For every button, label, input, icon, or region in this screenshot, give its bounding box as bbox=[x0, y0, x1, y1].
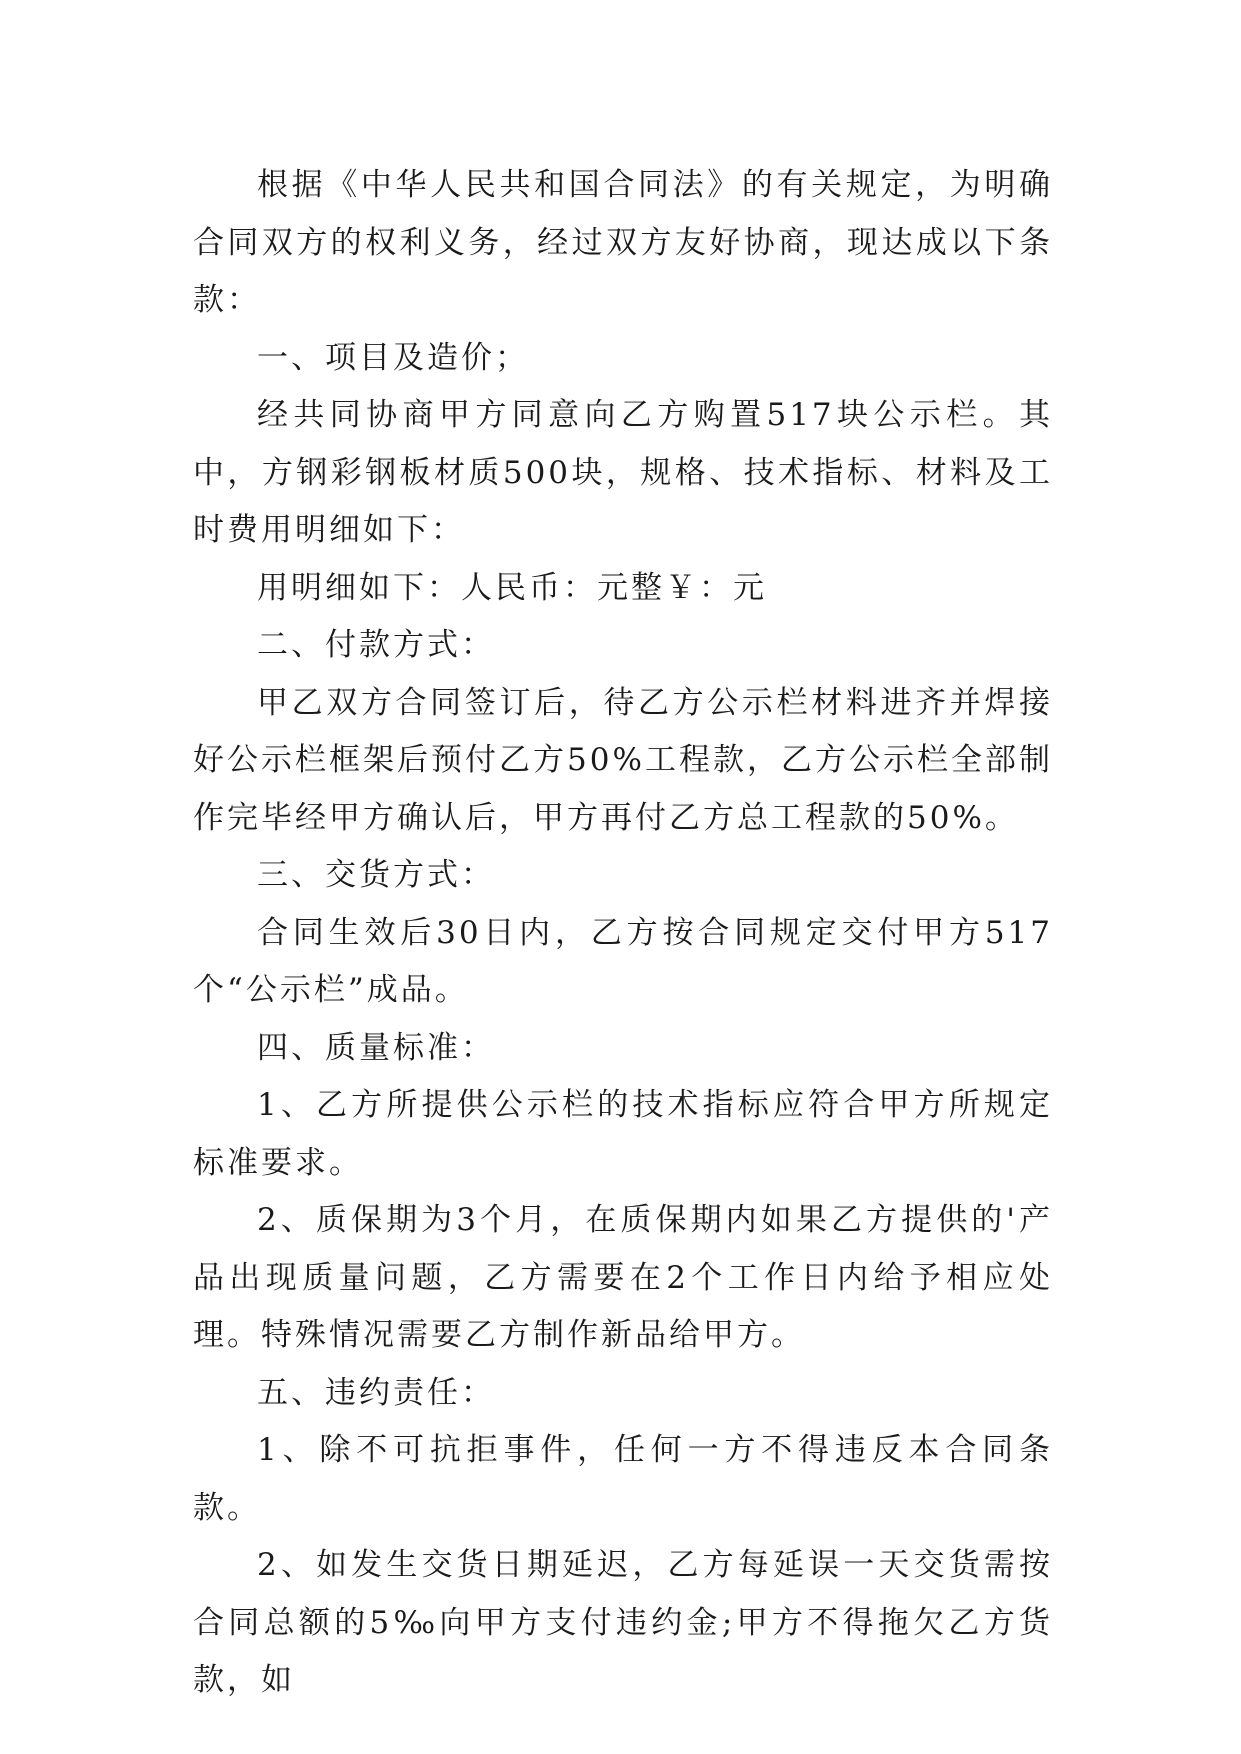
section-heading-liability: 五、违约责任： bbox=[257, 1374, 495, 1411]
paragraph-payment: 甲乙双方合同签订后，待乙方公示栏材料进齐并焊接好公示栏框架后预付乙方50%工程款，乙方公示栏全部制作完毕经甲方确认后，甲方再付乙方总工程款的50%。 bbox=[193, 684, 1053, 836]
section-heading-payment: 二、付款方式： bbox=[257, 627, 495, 663]
paragraph-liability-1: 1、除不可抗拒事件，任何一方不得违反本合同条款。 bbox=[193, 1432, 1053, 1526]
paragraph-delivery: 合同生效后30日内，乙方按合同规定交付甲方517个“公示栏”成品。 bbox=[193, 914, 1053, 1008]
paragraph-price-detail: 用明细如下：人民币：元整￥：元 bbox=[257, 569, 767, 606]
section-heading-quality: 四、质量标准： bbox=[257, 1029, 495, 1066]
document-body bbox=[193, 157, 1053, 1710]
paragraph-quality-2: 2、质保期为3个月，在质保期内如果乙方提供的'产品出现质量问题，乙方需要在2个工作日内给予相应处理。特殊情况需要乙方制作新品给甲方。 bbox=[193, 1202, 1053, 1353]
paragraph-liability-2: 2、如发生交货日期延迟，乙方每延误一天交货需按合同总额的5‰向甲方支付违约金;甲方不得拖欠乙方货款，如 bbox=[193, 1547, 1053, 1698]
paragraph-quality-1: 1、乙方所提供公示栏的技术指标应符合甲方所规定标准要求。 bbox=[193, 1087, 1053, 1181]
section-heading-project-price: 一、项目及造价； bbox=[257, 339, 529, 376]
paragraph-intro: 根据《中华人民共和国合同法》的有关规定，为明确合同双方的权利义务，经过双方友好协商，现达成以下条款： bbox=[193, 167, 1053, 318]
paragraph-purchase: 经共同协商甲方同意向乙方购置517块公示栏。其中，方钢彩钢板材质500块，规格、技术指标、材料及工时费用明细如下： bbox=[193, 397, 1053, 548]
section-heading-delivery: 三、交货方式： bbox=[257, 857, 495, 893]
